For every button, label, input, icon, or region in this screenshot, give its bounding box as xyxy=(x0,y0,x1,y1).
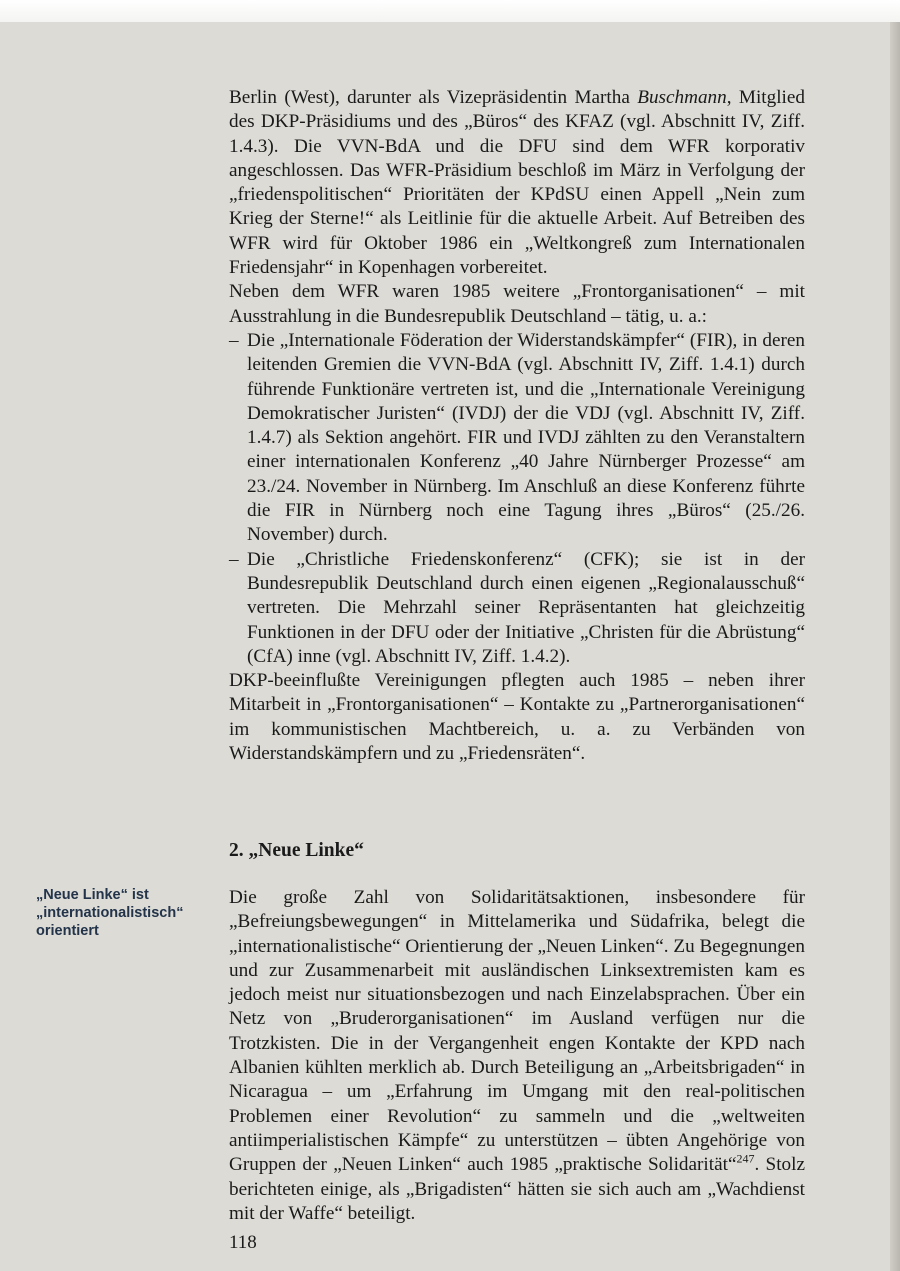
list-dash: – xyxy=(229,329,239,351)
scan-background xyxy=(0,0,900,22)
paragraph-frontorganisationen: Neben dem WFR waren 1985 weitere „Frontorganisationen“ – mit Ausstrahlung in die Bundesrepublik Deutschland – tätig, u. a.: xyxy=(229,281,805,327)
frontorganisation-list xyxy=(229,329,805,669)
section-body xyxy=(229,886,805,1226)
margin-note xyxy=(36,886,216,940)
footnote-reference: 247 xyxy=(736,1151,755,1166)
section-text-part1: Die große Zahl von Solidaritätsaktionen, insbesondere für „Befreiungsbewegungen“ in Mittelamerika und Südafrika, belegt die „internationalistische“ Orientierung der „Neuen Linken“. Zu Begegnungen und zur Zusammenarbeit mit ausländischen Linksextremisten kam es jedoch meist nur situationsbezogen und nach Einzelabsprachen. Über ein Netz von „Bruderorganisationen“ im Ausland verfügen nur die Trotzkisten. Die in der Vergangenheit engen Kontakte der KPD nach Albanien kühlten merklich ab. Durch Beteiligung an „Arbeitsbrigaden“ in Nicaragua – um „Erfahrung im Umgang mit den real-politischen Problemen einer Revolution“ zu sammeln und die „weltweiten antiimperialistischen Kämpfe“ zu unterstützen – übten Angehörige von Gruppen der „Neuen Linken“ auch 1985 „praktische Solidarität“ xyxy=(229,887,805,1176)
section-heading: 2. „Neue Linke“ xyxy=(229,840,364,861)
margin-note-line: „internationalistisch“ xyxy=(36,905,184,921)
paragraph-wfr-rest: , Mitglied des DKP-Präsidiums und des „Büros“ des KFAZ (vgl. Abschnitt IV, Ziff. 1.4.3). Die VVN-BdA und die DFU sind dem WFR korporativ angeschlossen. Das WFR-Präsidium beschloß im März in Verfolgung der „friedenspolitischen“ Prioritäten der KPdSU einen Appell „Nein zum Krieg der Sterne!“ als Leitlinie für die aktuelle Arbeit. Auf Betreiben des WFR wird für Oktober 1986 ein „Weltkongreß zum Internationalen Friedensjahr“ in Kopenhagen vorbereitet. xyxy=(229,87,805,279)
name-buschmann: Buschmann xyxy=(637,87,727,108)
page-edge-shadow xyxy=(890,22,900,1271)
list-item xyxy=(229,329,805,548)
margin-note-line: orientiert xyxy=(36,923,99,939)
section-paragraph xyxy=(229,886,805,1226)
main-text-column xyxy=(229,86,805,766)
list-item-text: Die „Internationale Föderation der Widerstandskämpfer“ (FIR), in deren leitenden Gremien die VVN-BdA (vgl. Abschnitt IV, Ziff. 1.4.1) durch führende Funktionäre vertreten ist, und die „Internationale Vereinigung Demokratischer Juristen“ (IVDJ) der die VDJ (vgl. Abschnitt IV, Ziff. 1.4.7) als Sektion angehört. FIR und IVDJ zählten zu den Veranstaltern einer internationalen Konferenz „40 Jahre Nürnberger Prozesse“ am 23./24. November in Nürnberg. Im Anschluß an diese Konferenz führte die FIR in Nürnberg noch eine Tagung ihres „Büros“ (25./26. November) durch. xyxy=(247,329,805,546)
page-number: 118 xyxy=(229,1232,257,1253)
section-text-part2: . Stolz berichteten einige, als „Brigadisten“ hätten sie sich auch am „Wachdienst mit der Waffe“ beteiligt. xyxy=(229,1154,805,1224)
paragraph-partnerorganisationen: DKP-beeinflußte Vereinigungen pflegten auch 1985 – neben ihrer Mitarbeit in „Frontorganisationen“ – Kontakte zu „Partnerorganisationen“ im kommunistischen Machtbereich, u. a. zu Verbänden von Widerstandskämpfern und zu „Friedensräten“. xyxy=(229,670,805,765)
margin-note-line: „Neue Linke“ ist xyxy=(36,887,149,903)
paragraph-wfr xyxy=(229,86,805,280)
list-dash: – xyxy=(229,548,239,570)
list-item xyxy=(229,548,805,669)
list-item-text: Die „Christliche Friedenskonferenz“ (CFK); sie ist in der Bundesrepublik Deutschland durch einen eigenen „Regionalausschuß“ vertreten. Die Mehrzahl seiner Repräsentanten hat gleichzeitig Funktionen in der DFU oder der Initiative „Christen für die Abrüstung“ (CfA) inne (vgl. Abschnitt IV, Ziff. 1.4.2). xyxy=(247,548,805,667)
paragraph-wfr-start: Berlin (West), darunter als Vizepräsidentin Martha xyxy=(229,87,638,108)
